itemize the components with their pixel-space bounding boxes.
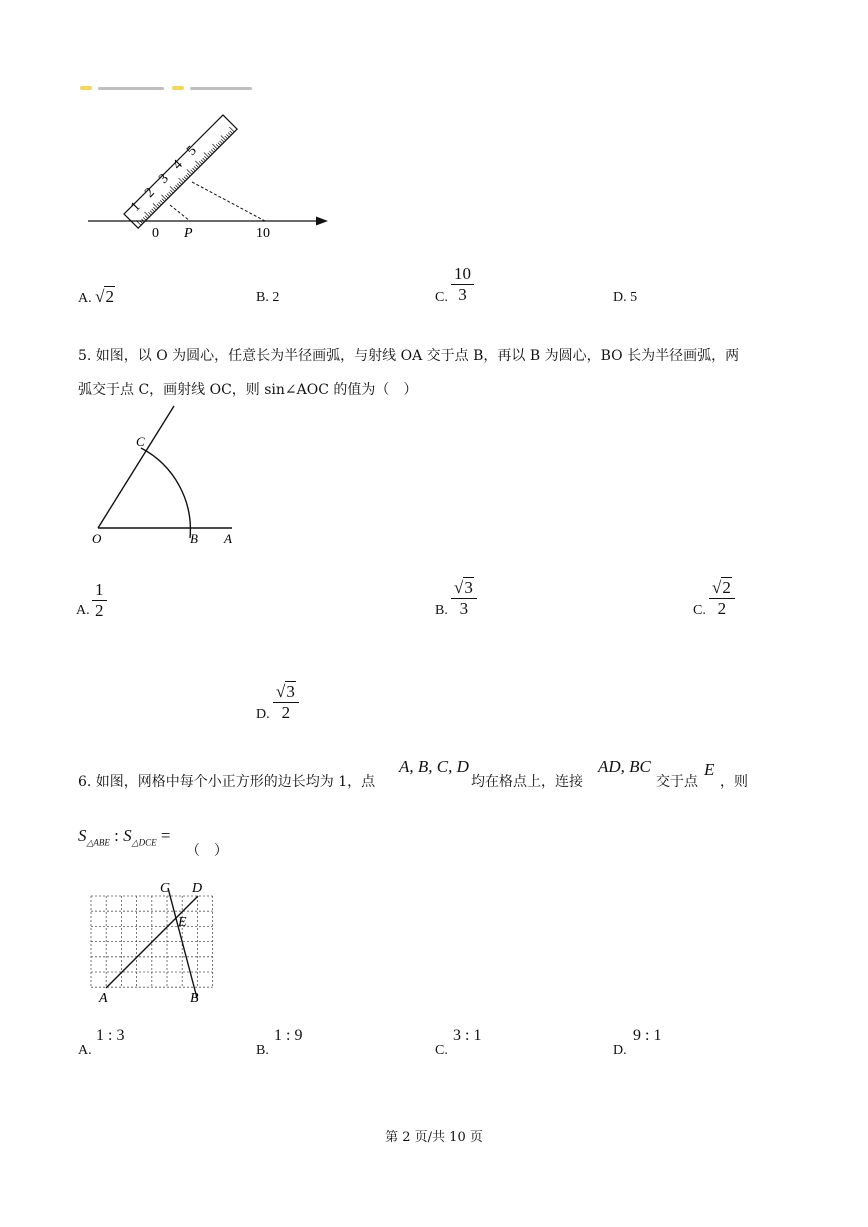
q4-option-d[interactable]: [613, 290, 637, 306]
q6-option-c-label[interactable]: C.: [435, 1043, 448, 1058]
axis-label-p: P: [184, 226, 193, 241]
q4-option-b-label: B.: [256, 290, 269, 305]
header-mark-gray-1: [98, 87, 164, 90]
q6-option-d-label[interactable]: D.: [613, 1043, 627, 1058]
q4-option-b-value: 2: [272, 290, 280, 305]
q4-option-a-value: √2: [95, 287, 114, 306]
q6-answer-paren: （ ）: [186, 843, 228, 859]
q4-option-a[interactable]: [78, 287, 115, 307]
q4-option-a-label: A.: [78, 291, 92, 306]
ruler-tick-mark: [203, 158, 206, 161]
ruler-tick-4: 4: [170, 157, 186, 173]
ruler-tick-mark: [211, 150, 214, 153]
q6-option-c-value: 3 : 1: [453, 1027, 482, 1044]
ruler-tick-mark: [228, 133, 231, 136]
q6-option-d-value: 9 : 1: [633, 1027, 662, 1044]
ruler-tick-mark: [170, 190, 173, 193]
ruler-tick-mark: [152, 209, 155, 212]
ruler-tick-mark: [182, 178, 185, 181]
q5-label-c: C: [136, 434, 145, 449]
q5-option-a-label[interactable]: A.: [76, 603, 90, 618]
q6-option-a-label[interactable]: A.: [78, 1043, 92, 1058]
header-mark-yellow-2: [172, 86, 184, 90]
q6-stem-segments: AD, BC: [598, 757, 651, 776]
ruler-tick-mark: [199, 161, 202, 164]
axis-label-0: 0: [152, 226, 159, 241]
q6-label-b: B: [190, 991, 199, 1006]
q4-option-b[interactable]: [256, 290, 279, 306]
ruler-tick-mark: [230, 131, 233, 134]
ruler-tick-mark: [175, 185, 178, 188]
q5-option-d-radicand: 3: [286, 682, 295, 701]
q4-option-c-fraction: [451, 264, 474, 305]
q5-option-b-fraction: [451, 578, 477, 619]
q6-stem-part2: 均在格点上，连接: [471, 774, 583, 790]
ruler-tick-mark: [174, 187, 177, 190]
q5-option-d-label[interactable]: D.: [256, 707, 270, 722]
q4-option-a-radicand: 2: [105, 287, 114, 306]
q5-label-b: B: [190, 531, 198, 546]
q5-option-d-denominator: 2: [281, 703, 291, 722]
q5-option-d-fraction: [273, 682, 299, 723]
q5-option-a-fraction: [92, 580, 107, 621]
ruler-tick-mark: [169, 192, 172, 195]
q5-option-c-denominator: 2: [717, 599, 727, 618]
q5-option-b-numerator: √3: [451, 578, 477, 599]
ruler-tick-mark: [221, 139, 224, 142]
ruler-tick-mark: [191, 170, 194, 173]
ruler-tick-mark: [162, 199, 165, 202]
q6-stem-part1: 6. 如图，网格中每个小正方形的边长均为 1，点: [78, 774, 376, 790]
q6-option-b-label[interactable]: B.: [256, 1043, 269, 1058]
ruler-tick-mark: [165, 195, 168, 198]
q4-option-d-value: 5: [630, 290, 638, 305]
ruler-tick-mark: [150, 211, 153, 214]
q6-option-b-value: 1 : 9: [274, 1027, 303, 1044]
q6-ratio-colon: :: [109, 826, 124, 845]
ruler-tick-mark: [187, 173, 190, 176]
ruler-tick-mark: [153, 207, 156, 210]
q5-option-b-denominator: 3: [459, 599, 469, 618]
ruler-tick-mark: [186, 175, 189, 178]
ruler-tick-mark: [184, 177, 187, 180]
ruler-tick-mark: [160, 200, 163, 203]
q6-grid-figure: [86, 876, 226, 1008]
ruler-tick-mark: [208, 153, 211, 156]
ruler-tick-mark: [157, 204, 160, 207]
q6-ratio-s1: S: [78, 826, 87, 845]
header-mark-yellow-1: [80, 86, 92, 90]
ruler-tick-mark: [159, 202, 162, 205]
q4-option-c-label[interactable]: C.: [435, 290, 448, 305]
ruler-tick-3: 3: [156, 171, 172, 187]
q6-ratio-s2: S: [123, 826, 132, 845]
page-footer: 第 2 页/共 10 页: [385, 1130, 483, 1145]
ruler-tick-mark: [216, 144, 219, 147]
q5-option-b-radicand: 3: [464, 578, 473, 597]
ruler-tick-5: 5: [184, 143, 200, 159]
q5-option-c-numerator: √2: [709, 578, 735, 599]
ruler-tick-mark: [148, 212, 151, 215]
ruler-tick-mark: [220, 141, 223, 144]
q4-option-c-denominator: 3: [458, 285, 467, 304]
q6-label-c: C: [160, 881, 170, 896]
q6-ratio-expression: [78, 826, 170, 848]
ruler-tick-mark: [143, 217, 146, 220]
q6-option-a-value: 1 : 3: [96, 1027, 125, 1044]
header-mark-gray-2: [190, 87, 252, 90]
q5-stem-line1: 5. 如图，以 O 为圆心，任意长为半径画弧，与射线 OA 交于点 B，再以 B 为圆心，BO 长为半径画弧，两: [78, 348, 740, 364]
q5-option-c-label[interactable]: C.: [693, 603, 706, 618]
q6-label-d: D: [192, 881, 203, 896]
q5-stem-line2: 弧交于点 C，画射线 OC，则 sin∠AOC 的值为（ ）: [78, 382, 418, 398]
q5-figure: [86, 400, 246, 550]
ruler-tick-mark: [218, 143, 221, 146]
q5-option-c-fraction: [709, 578, 735, 619]
q6-ratio-sub1: △ABE: [86, 837, 110, 848]
ruler-tick-1: 1: [128, 199, 144, 215]
q5-option-c-radicand: 2: [722, 578, 731, 597]
ruler-tick-mark: [167, 194, 170, 197]
q5-label-a: A: [224, 531, 232, 546]
ruler-tick-mark: [145, 216, 148, 219]
q5-option-a-denominator: 2: [95, 601, 104, 620]
ruler-figure: [80, 108, 340, 248]
q6-stem-part4: ，则: [720, 774, 748, 790]
ruler-tick-mark: [177, 183, 180, 186]
q6-label-a: A: [99, 991, 108, 1006]
ruler-tick-mark: [201, 160, 204, 163]
q6-ratio-sub2: △DCE: [131, 837, 157, 848]
q5-option-a-numerator: 1: [92, 580, 107, 601]
ruler-tick-mark: [194, 166, 197, 169]
q5-option-b-label[interactable]: B.: [435, 603, 448, 618]
q5-option-d-numerator: √3: [273, 682, 299, 703]
ruler-tick-mark: [226, 134, 229, 137]
ruler-tick-mark: [204, 156, 207, 159]
q6-stem-part3: 交于点: [656, 774, 698, 790]
q6-stem-points: A, B, C, D: [399, 757, 469, 776]
q6-ratio-equals: =: [156, 826, 171, 845]
ruler-tick-2: 2: [142, 185, 158, 201]
q4-option-d-label: D.: [613, 290, 627, 305]
q5-label-o: O: [92, 531, 102, 546]
ruler-tick-mark: [179, 182, 182, 185]
q4-option-c-numerator: 10: [451, 264, 474, 285]
ruler-tick-mark: [225, 136, 228, 139]
q6-label-e: E: [178, 915, 187, 930]
q6-stem-point-e: E: [704, 760, 715, 779]
ruler-tick-mark: [213, 148, 216, 151]
ruler-tick-mark: [196, 165, 199, 168]
ruler-tick-mark: [209, 151, 212, 154]
axis-label-10: 10: [256, 226, 270, 241]
ruler-tick-mark: [192, 168, 195, 171]
